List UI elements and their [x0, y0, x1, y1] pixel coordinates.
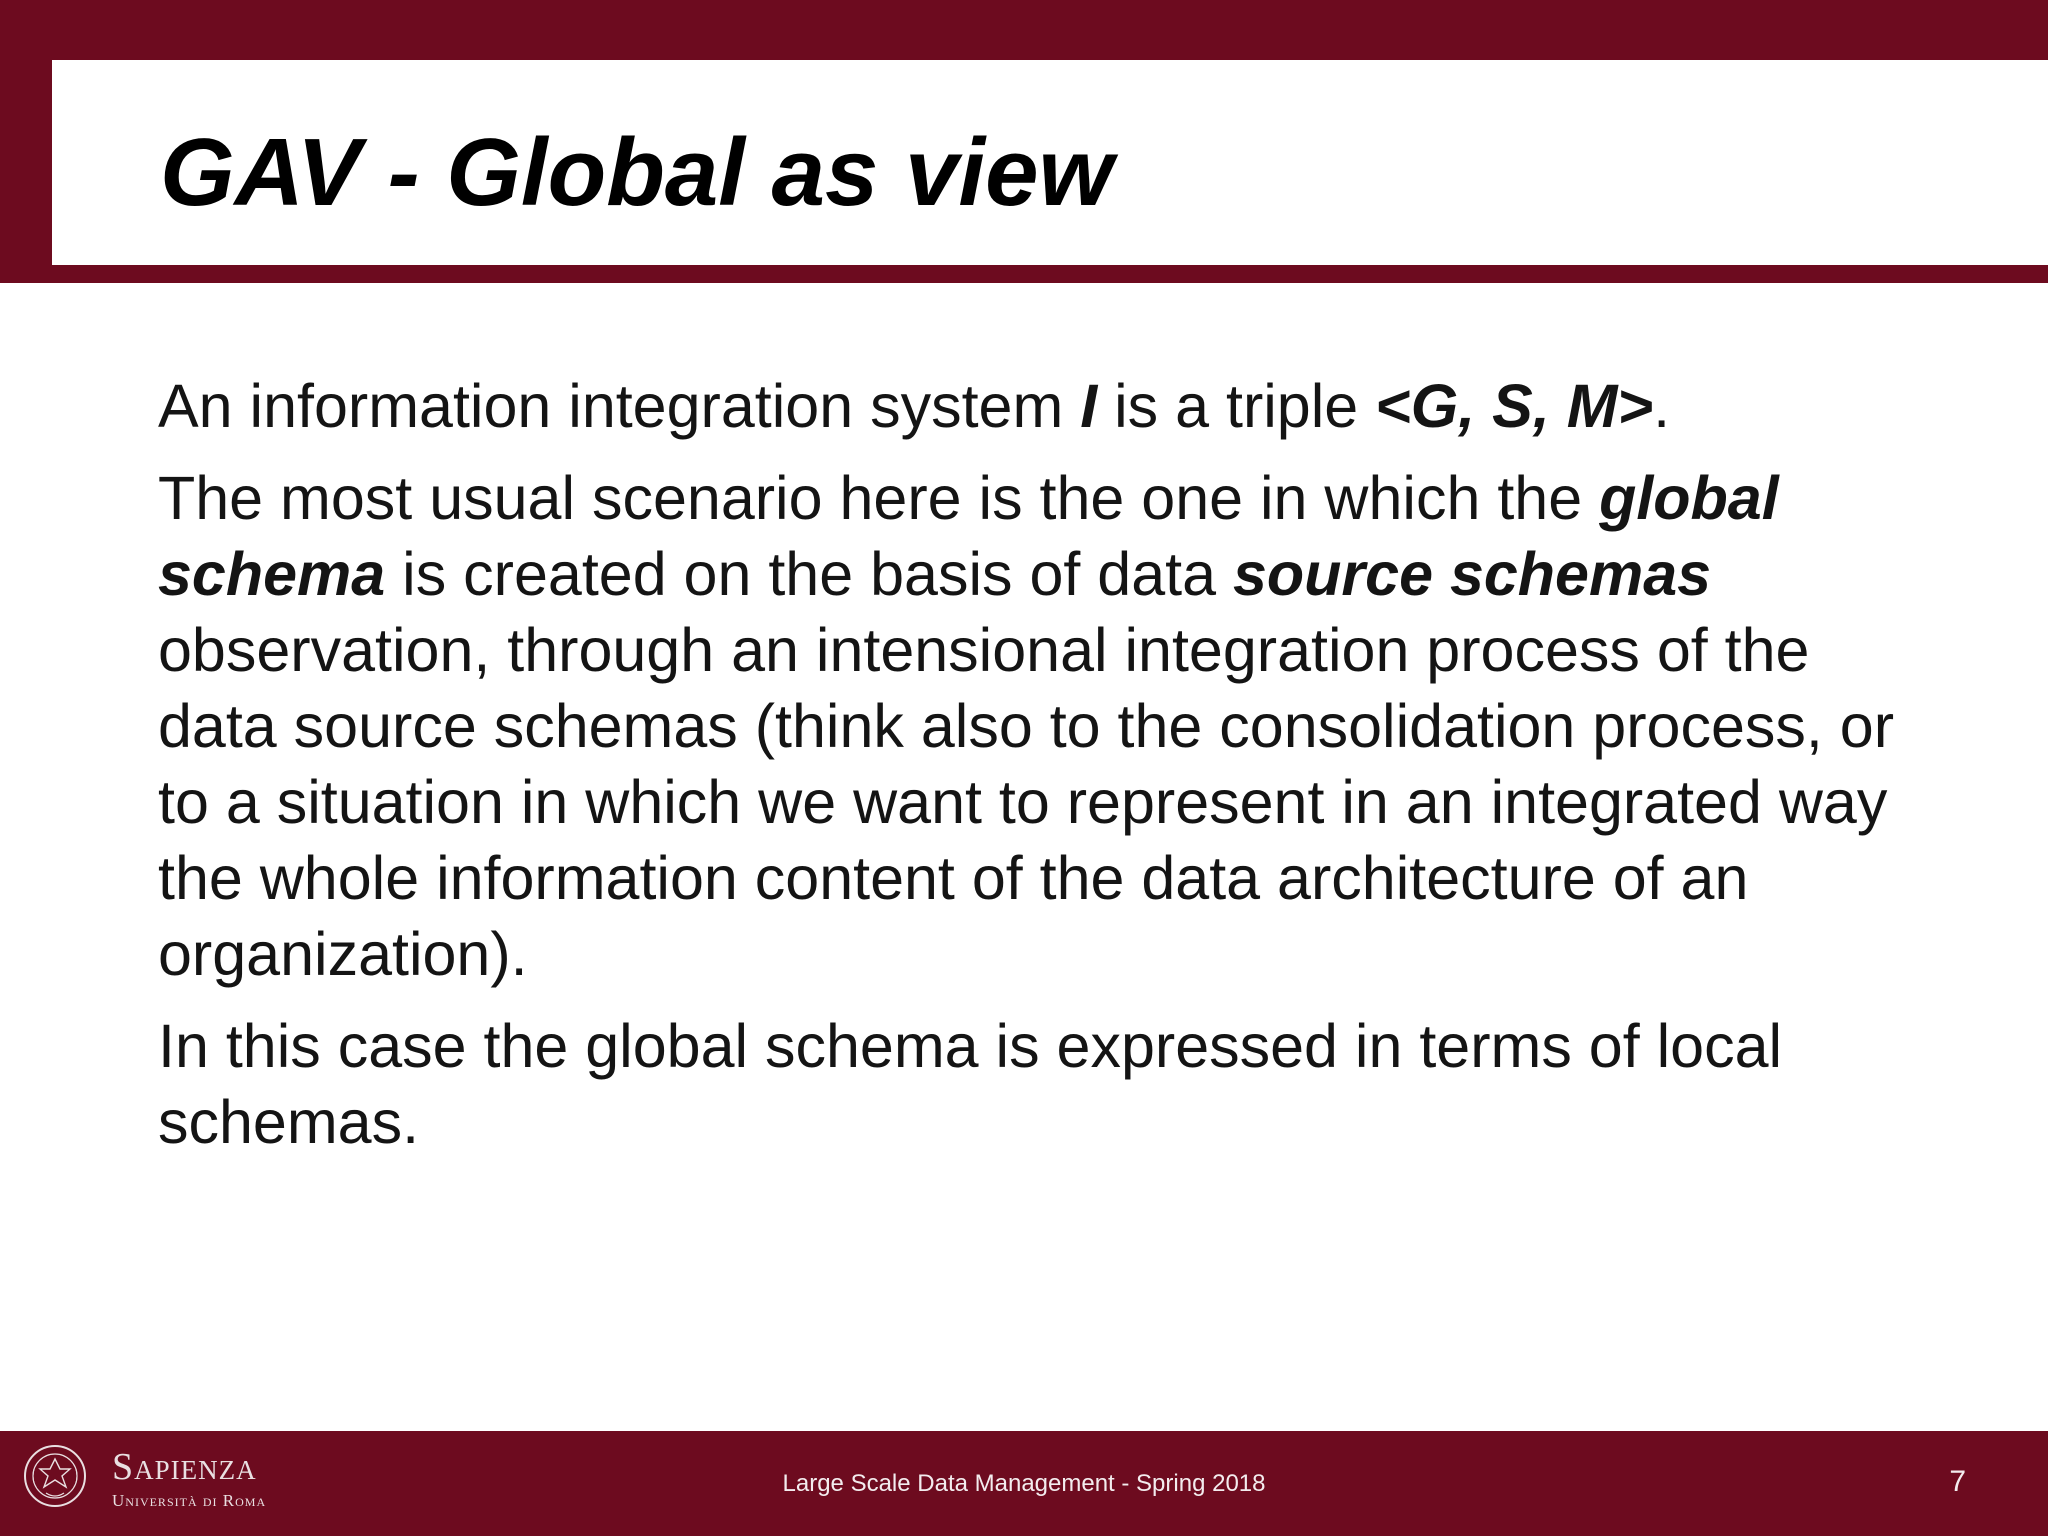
paragraph-text: In this case the global schema is expressed in terms of local schemas. [158, 1012, 1783, 1156]
paragraph-text: is a triple [1097, 372, 1376, 440]
body-paragraph [158, 1008, 1898, 1160]
emphasized-term: global schema [158, 464, 1779, 608]
emphasized-term: I [1080, 372, 1098, 440]
paragraph-text: The most usual scenario here is the one in which the [158, 464, 1600, 532]
logo-name: Sapienza [112, 1446, 257, 1488]
paragraph-text: . [1653, 372, 1671, 440]
emphasized-term: <G, S, M> [1375, 372, 1654, 440]
footer [0, 1431, 2048, 1536]
page-number: 7 [1949, 1465, 1966, 1498]
body-paragraph [158, 460, 1898, 992]
paragraph-text: observation, through an intensional integration process of the data source schemas (think also to the consolidation process, or to a situation in which we want to represent in an integrated way the whole information content of the data architecture of an organization). [158, 616, 1895, 988]
title-box [52, 60, 2048, 265]
paragraph-text: An information integration system [158, 372, 1081, 440]
body-paragraph [158, 368, 1898, 444]
logo-subtitle: Università di Roma [112, 1491, 267, 1510]
paragraph-text: is created on the basis of data [385, 540, 1233, 608]
slide-body [158, 368, 1898, 1176]
slide-title: GAV - Global as view [160, 119, 1114, 226]
course-label: Large Scale Data Management - Spring 2018 [782, 1470, 1266, 1497]
emphasized-term: source schemas [1232, 540, 1712, 608]
